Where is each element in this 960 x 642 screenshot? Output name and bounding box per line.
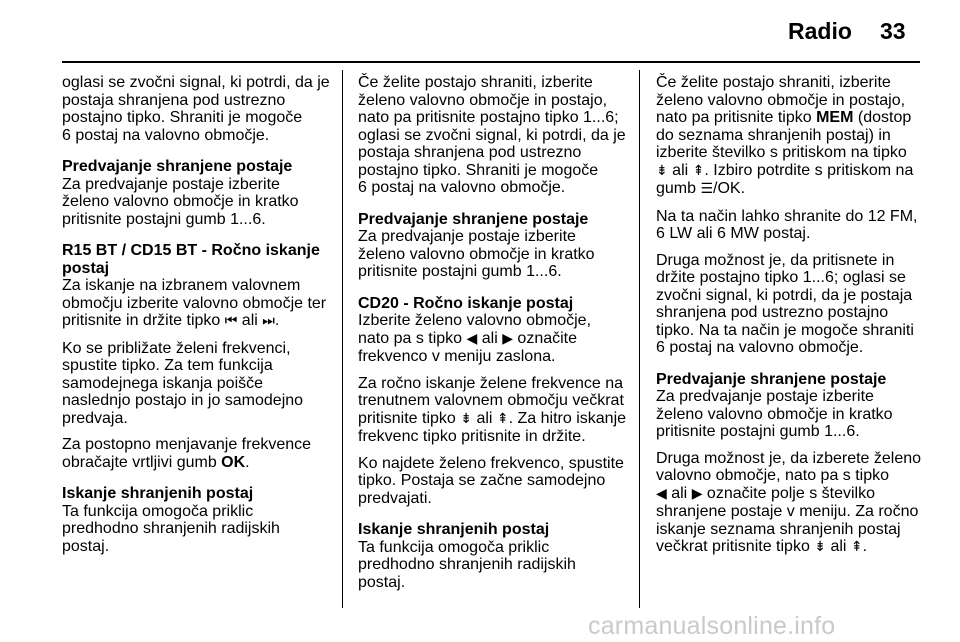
- paragraph: Če želite postajo shraniti, izberite želeno valovno območje in postajo, nato pa pritisnite tipko MEM (dostop do seznama shranjenih postaj) in izberite številko s pritiskom na tipko ⇟ ali ⇞. Izbiro potrdite s pritiskom na gumb ☰/OK.: [656, 74, 914, 197]
- paragraph: Druga možnost je, da pritisnete in držite postajno tipko 1...6; oglasi se zvočni signal, ki potrdi, da je postaja shranjena pod ustrezno postajno tipko. Na ta način je mogoče shraniti 6 postaj na valovno območje.: [656, 251, 914, 356]
- section-heading: Iskanje shranjenih postaj: [62, 485, 254, 502]
- seek-up-icon: ⇞: [496, 410, 509, 427]
- section-title: Radio: [788, 18, 852, 44]
- left-arrow-icon: ◀: [466, 330, 478, 347]
- paragraph: Za postopno menjavanje frekvence obračajte vrtljivi gumb OK.: [62, 436, 312, 471]
- paragraph: Za predvajanje postaje izberite želeno valovno območje in kratko pritisnite postajni gumb 1...6.: [62, 175, 299, 228]
- paragraph: Če želite postajo shraniti, izberite želeno valovno območje in postajo, nato pa pritisnite postajno tipko 1...6; oglasi se zvočni signal, ki potrdi, da je postaja shranjena pod ustrezno postajno tipko. Shraniti je mogoče 6 postaj na valovno območje.: [358, 74, 626, 196]
- section-heading: Iskanje shranjenih postaj: [358, 521, 550, 538]
- seek-down-icon: ⇟: [656, 162, 668, 179]
- paragraph: oglasi se zvočni signal, ki potrdi, da je postaja shranjena pod ustrezno postajno tipko. Shraniti je mogoče 6 postaj na valovno območje.: [62, 74, 330, 144]
- mem-button-label: MEM: [816, 109, 854, 126]
- menu-icon: ☰: [700, 181, 714, 197]
- paragraph: Izberite želeno valovno območje, nato pa s tipko ◀ ali ▶ označite frekvenco v meniju zaslona.: [358, 312, 592, 365]
- section-heading: CD20 - Ročno iskanje postaj: [358, 294, 574, 312]
- column-2: [358, 74, 634, 600]
- section-heading: Predvajanje shranjene postaje: [62, 158, 293, 175]
- header-rule: [62, 61, 920, 63]
- seek-up-icon: ⇞: [692, 162, 705, 179]
- previous-track-icon: ⏮: [224, 313, 238, 329]
- section-heading: Predvajanje shranjene postaje: [656, 370, 887, 388]
- ok-knob-label: OK: [221, 453, 246, 471]
- seek-down-icon: ⇟: [814, 539, 827, 555]
- page-number: 33: [880, 18, 906, 44]
- seek-up-icon: ⇞: [850, 539, 863, 555]
- paragraph: Za ročno iskanje želene frekvence na trenutnem valovnem območju večkrat pritisnite tipko ⇟ ali ⇞. Za hitro iskanje frekvenc tipko pritisnite in držite.: [358, 374, 627, 445]
- section-heading: Predvajanje shranjene postaje: [358, 210, 589, 228]
- watermark: carmanualsonline.info: [588, 612, 836, 640]
- column-divider-2: [639, 70, 640, 608]
- right-arrow-icon: ▶: [502, 330, 513, 347]
- right-arrow-icon: ▶: [691, 485, 703, 502]
- paragraph: Na ta način lahko shranite do 12 FM, 6 LW ali 6 MW postaj.: [656, 207, 918, 242]
- paragraph: Ko najdete želeno frekvenco, spustite tipko. Postaja se začne samodejno predvajati.: [358, 454, 624, 507]
- paragraph: Ta funkcija omogoča priklic predhodno shranjenih radijskih postaj.: [358, 538, 576, 591]
- seek-down-icon: ⇟: [460, 410, 472, 427]
- paragraph: Za predvajanje postaje izberite želeno valovno območje in kratko pritisnite postajni gumb 1...6.: [358, 228, 595, 280]
- paragraph: Za predvajanje postaje izberite želeno valovno območje in kratko pritisnite postajni gumb 1...6.: [656, 388, 893, 440]
- left-arrow-icon: ◀: [656, 485, 667, 502]
- column-1: [62, 74, 334, 564]
- paragraph: Ko se približate želeni frekvenci, spustite tipko. Za tem funkcija samodejnega iskanja poišče naslednjo postajo in jo samodejno predvaja.: [62, 339, 304, 427]
- next-track-icon: ⏭: [262, 313, 275, 329]
- paragraph: Ta funkcija omogoča priklic predhodno shranjenih radijskih postaj.: [62, 502, 280, 555]
- section-heading: R15 BT / CD15 BT - Ročno iskanje postaj: [62, 242, 320, 277]
- page-header: [0, 0, 960, 62]
- column-3: [656, 74, 926, 566]
- paragraph: Druga možnost je, da izberete želeno valovno območje, nato pa s tipko ◀ ali ▶ označite polje s številko shranjene postaje v meniju. Za ročno iskanje seznama shranjenih postaj večkrat pritisnite tipko ⇟ ali ⇞.: [656, 449, 922, 555]
- paragraph: Za iskanje na izbranem valovnem območju izberite valovno območje ter pritisnite in držite tipko ⏮ ali ⏭.: [62, 277, 327, 329]
- column-divider-1: [342, 70, 343, 608]
